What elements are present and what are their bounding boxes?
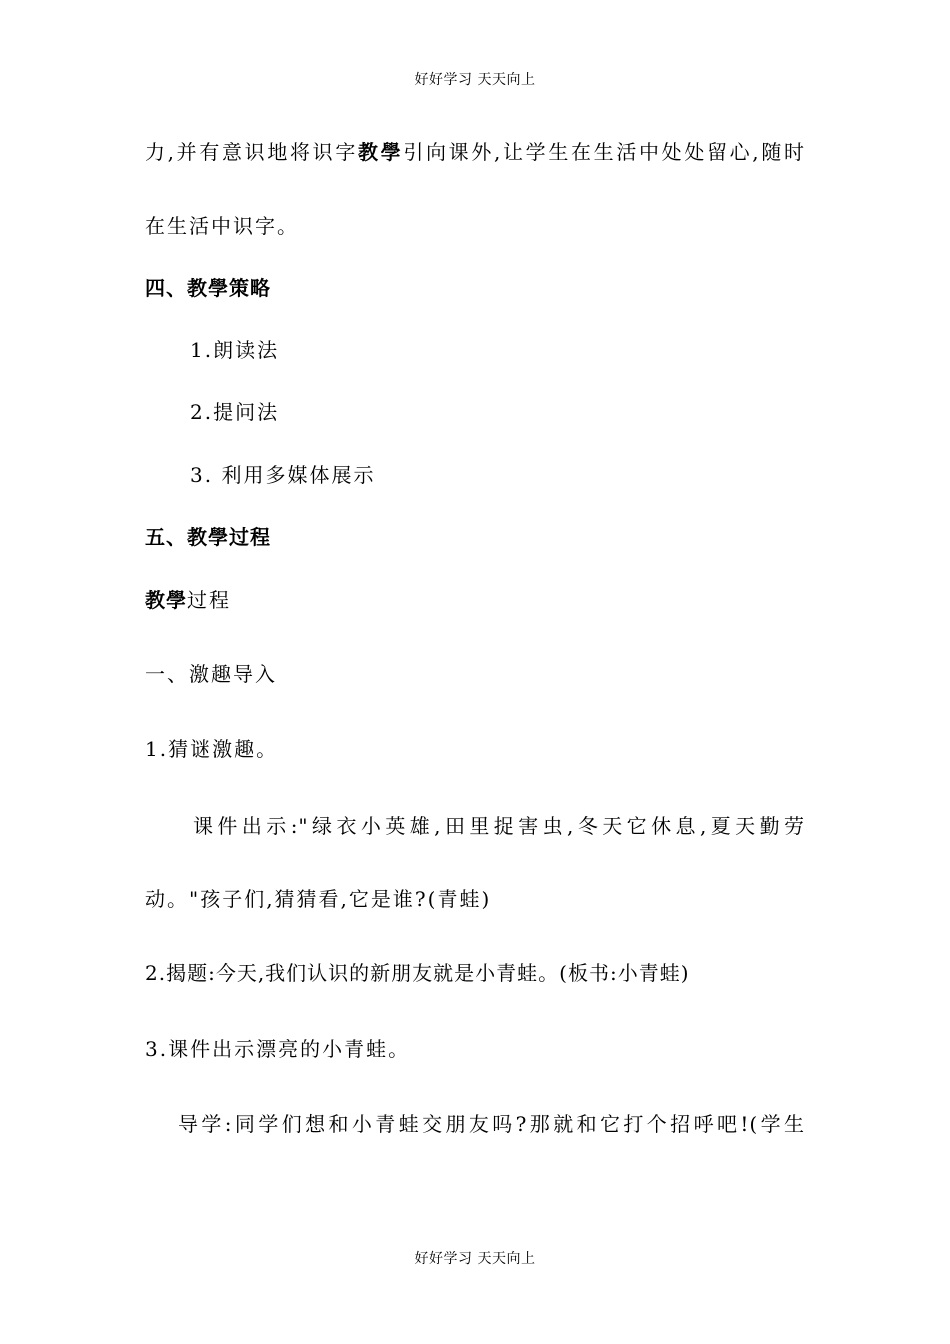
text-segment-bold: 教學	[358, 140, 404, 164]
paragraph-line	[145, 139, 805, 165]
text-segment: 过程	[187, 588, 231, 612]
list-item: 3. 利用多媒体展示	[190, 463, 376, 487]
list-item: 2.揭题:今天,我们认识的新朋友就是小青蛙。(板书:小青蛙)	[145, 961, 690, 985]
page-footer: 好好学习 天天向上	[414, 1251, 536, 1267]
text-segment-bold: 教學	[145, 588, 187, 612]
paragraph-line: 在生活中识字。	[145, 214, 299, 238]
text-segment: 力,并有意识地将识字	[145, 140, 358, 164]
paragraph-line: 课件出示:"绿衣小英雄,田里捉害虫,冬天它休息,夏天勤劳	[193, 814, 805, 838]
step-heading: 一、激趣导入	[145, 662, 277, 686]
list-item: 1.猜谜激趣。	[145, 737, 279, 761]
text-segment: 引向课外,让学生在生活中处处留心,随时	[403, 140, 805, 164]
list-item: 2.提问法	[190, 400, 280, 424]
process-label	[145, 587, 231, 613]
section-heading-strategy: 四、教學策略	[145, 276, 271, 300]
list-item: 3.课件出示漂亮的小青蛙。	[145, 1037, 411, 1061]
section-heading-process: 五、教學过程	[145, 525, 271, 549]
page-header: 好好学习 天天向上	[414, 72, 536, 88]
list-item: 1.朗读法	[190, 338, 280, 362]
paragraph-line: 动。"孩子们,猜猜看,它是谁?(青蛙)	[145, 887, 492, 911]
paragraph-line: 导学:同学们想和小青蛙交朋友吗?那就和它打个招呼吧!(学生	[178, 1112, 805, 1136]
